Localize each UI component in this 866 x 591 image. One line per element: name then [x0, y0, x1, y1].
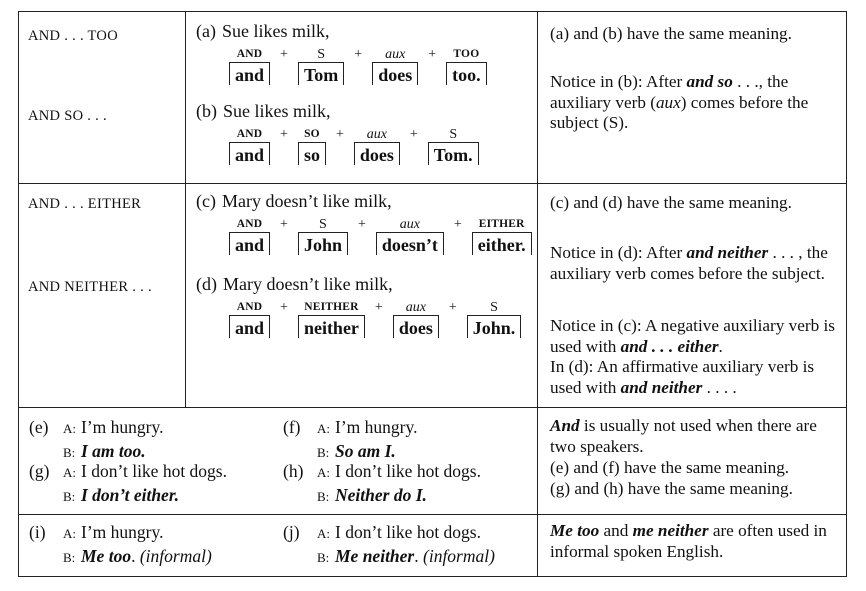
structure-diagram: AND and + SO so + aux does + S Tom.: [229, 127, 479, 165]
slot-word: does: [372, 62, 418, 85]
section-either-neither: [19, 184, 847, 408]
explanation-cell: [538, 408, 847, 515]
slot-word: Tom: [298, 62, 344, 85]
slot-label: AND: [236, 218, 263, 230]
slot-label: aux: [366, 127, 387, 142]
slot-label: S: [490, 300, 498, 315]
slot-label: S: [319, 217, 327, 232]
section-too-so: [19, 12, 847, 184]
slot-word: and: [229, 62, 270, 85]
slot-word: John: [298, 232, 348, 255]
examples-cell: [186, 184, 538, 408]
explanation-note: Notice in (d): After and neither . . . , the auxiliary verb comes before the subject.: [550, 243, 828, 283]
dialogue-example: (i) A: I’m hungry. B: Me too. (informal): [29, 522, 212, 566]
pattern-label: AND . . . EITHER: [28, 196, 142, 212]
explanation-note: In (d): An affirmative auxiliary verb is used with and neither . . . .: [550, 357, 815, 397]
slot-label: SO: [304, 128, 320, 140]
dialogue-example: (h) A: I don’t like hot dogs. B: Neither do I.: [283, 461, 481, 505]
section-two-speakers: [19, 408, 847, 515]
slot-label: TOO: [453, 48, 480, 60]
example-sentence: (c) Mary doesn’t like milk,: [196, 191, 392, 211]
slot-label: NEITHER: [304, 301, 359, 313]
dialogue-example: (e) A: I’m hungry. B: I am too.: [29, 417, 164, 461]
slot-label: AND: [236, 48, 263, 60]
dialogue-cell: [19, 515, 538, 577]
slot-label: AND: [236, 301, 263, 313]
example-sentence: (b) Sue likes milk,: [196, 101, 331, 121]
slot-word: so: [298, 142, 326, 165]
explanation-note: (e) and (f) have the same meaning.: [550, 458, 790, 477]
slot-label: S: [317, 47, 326, 62]
slot-label: AND: [236, 128, 263, 140]
slot-word: and: [229, 315, 270, 338]
structure-diagram: AND and + S John + aux doesn’t + EITHER either.: [229, 217, 532, 255]
explanation-cell: [538, 12, 847, 184]
slot-word: neither: [298, 315, 365, 338]
slot-label: S: [449, 127, 458, 142]
examples-cell: [186, 12, 538, 184]
slot-label: aux: [405, 300, 426, 315]
dialogue-example: (f) A: I’m hungry. B: So am I.: [283, 417, 418, 461]
slot-word: doesn’t: [376, 232, 444, 255]
explanation-note: And is usually not used when there are two speakers.: [550, 416, 817, 456]
explanation-note: Me too and me neither are often used in informal spoken English.: [550, 521, 827, 561]
dialogue-example: (g) A: I don’t like hot dogs. B: I don’t either.: [29, 461, 227, 505]
structure-diagram: AND and + NEITHER neither + aux does + S John.: [229, 300, 521, 338]
slot-label: aux: [385, 47, 406, 62]
structure-diagram: AND and + S Tom + aux does + TOO too.: [229, 47, 487, 85]
slot-word: John.: [467, 315, 522, 338]
grammar-chart: [18, 11, 847, 577]
explanation-note: Notice in (b): After and so . . ., the auxiliary verb (aux) comes before the subject (S).: [550, 72, 809, 132]
example-sentence: (d) Mary doesn’t like milk,: [196, 274, 393, 294]
section-informal: [19, 515, 847, 577]
dialogue-example: (j) A: I don’t like hot dogs. B: Me neither. (informal): [283, 522, 495, 566]
pattern-label: AND SO . . .: [28, 108, 107, 124]
explanation-note: (g) and (h) have the same meaning.: [550, 479, 793, 498]
slot-word: does: [393, 315, 439, 338]
slot-label: aux: [399, 217, 420, 232]
explanation-cell: [538, 184, 847, 408]
example-sentence: (a) Sue likes milk,: [196, 21, 330, 41]
slot-word: and: [229, 232, 270, 255]
slot-label: EITHER: [478, 218, 525, 230]
explanation-cell: [538, 515, 847, 577]
pattern-label: AND NEITHER . . .: [28, 279, 152, 295]
slot-word: Tom.: [428, 142, 479, 165]
dialogue-cell: [19, 408, 538, 515]
explanation-note: (c) and (d) have the same meaning.: [550, 193, 792, 212]
slot-word: does: [354, 142, 400, 165]
slot-word: either.: [472, 232, 532, 255]
pattern-label: AND . . . TOO: [28, 28, 118, 44]
pattern-label-cell: [19, 12, 186, 184]
explanation-note: Notice in (c): A negative auxiliary verb is used with and . . . either.: [550, 316, 835, 356]
slot-word: too.: [446, 62, 487, 85]
slot-word: and: [229, 142, 270, 165]
explanation-note: (a) and (b) have the same meaning.: [550, 24, 792, 43]
pattern-label-cell: [19, 184, 186, 408]
